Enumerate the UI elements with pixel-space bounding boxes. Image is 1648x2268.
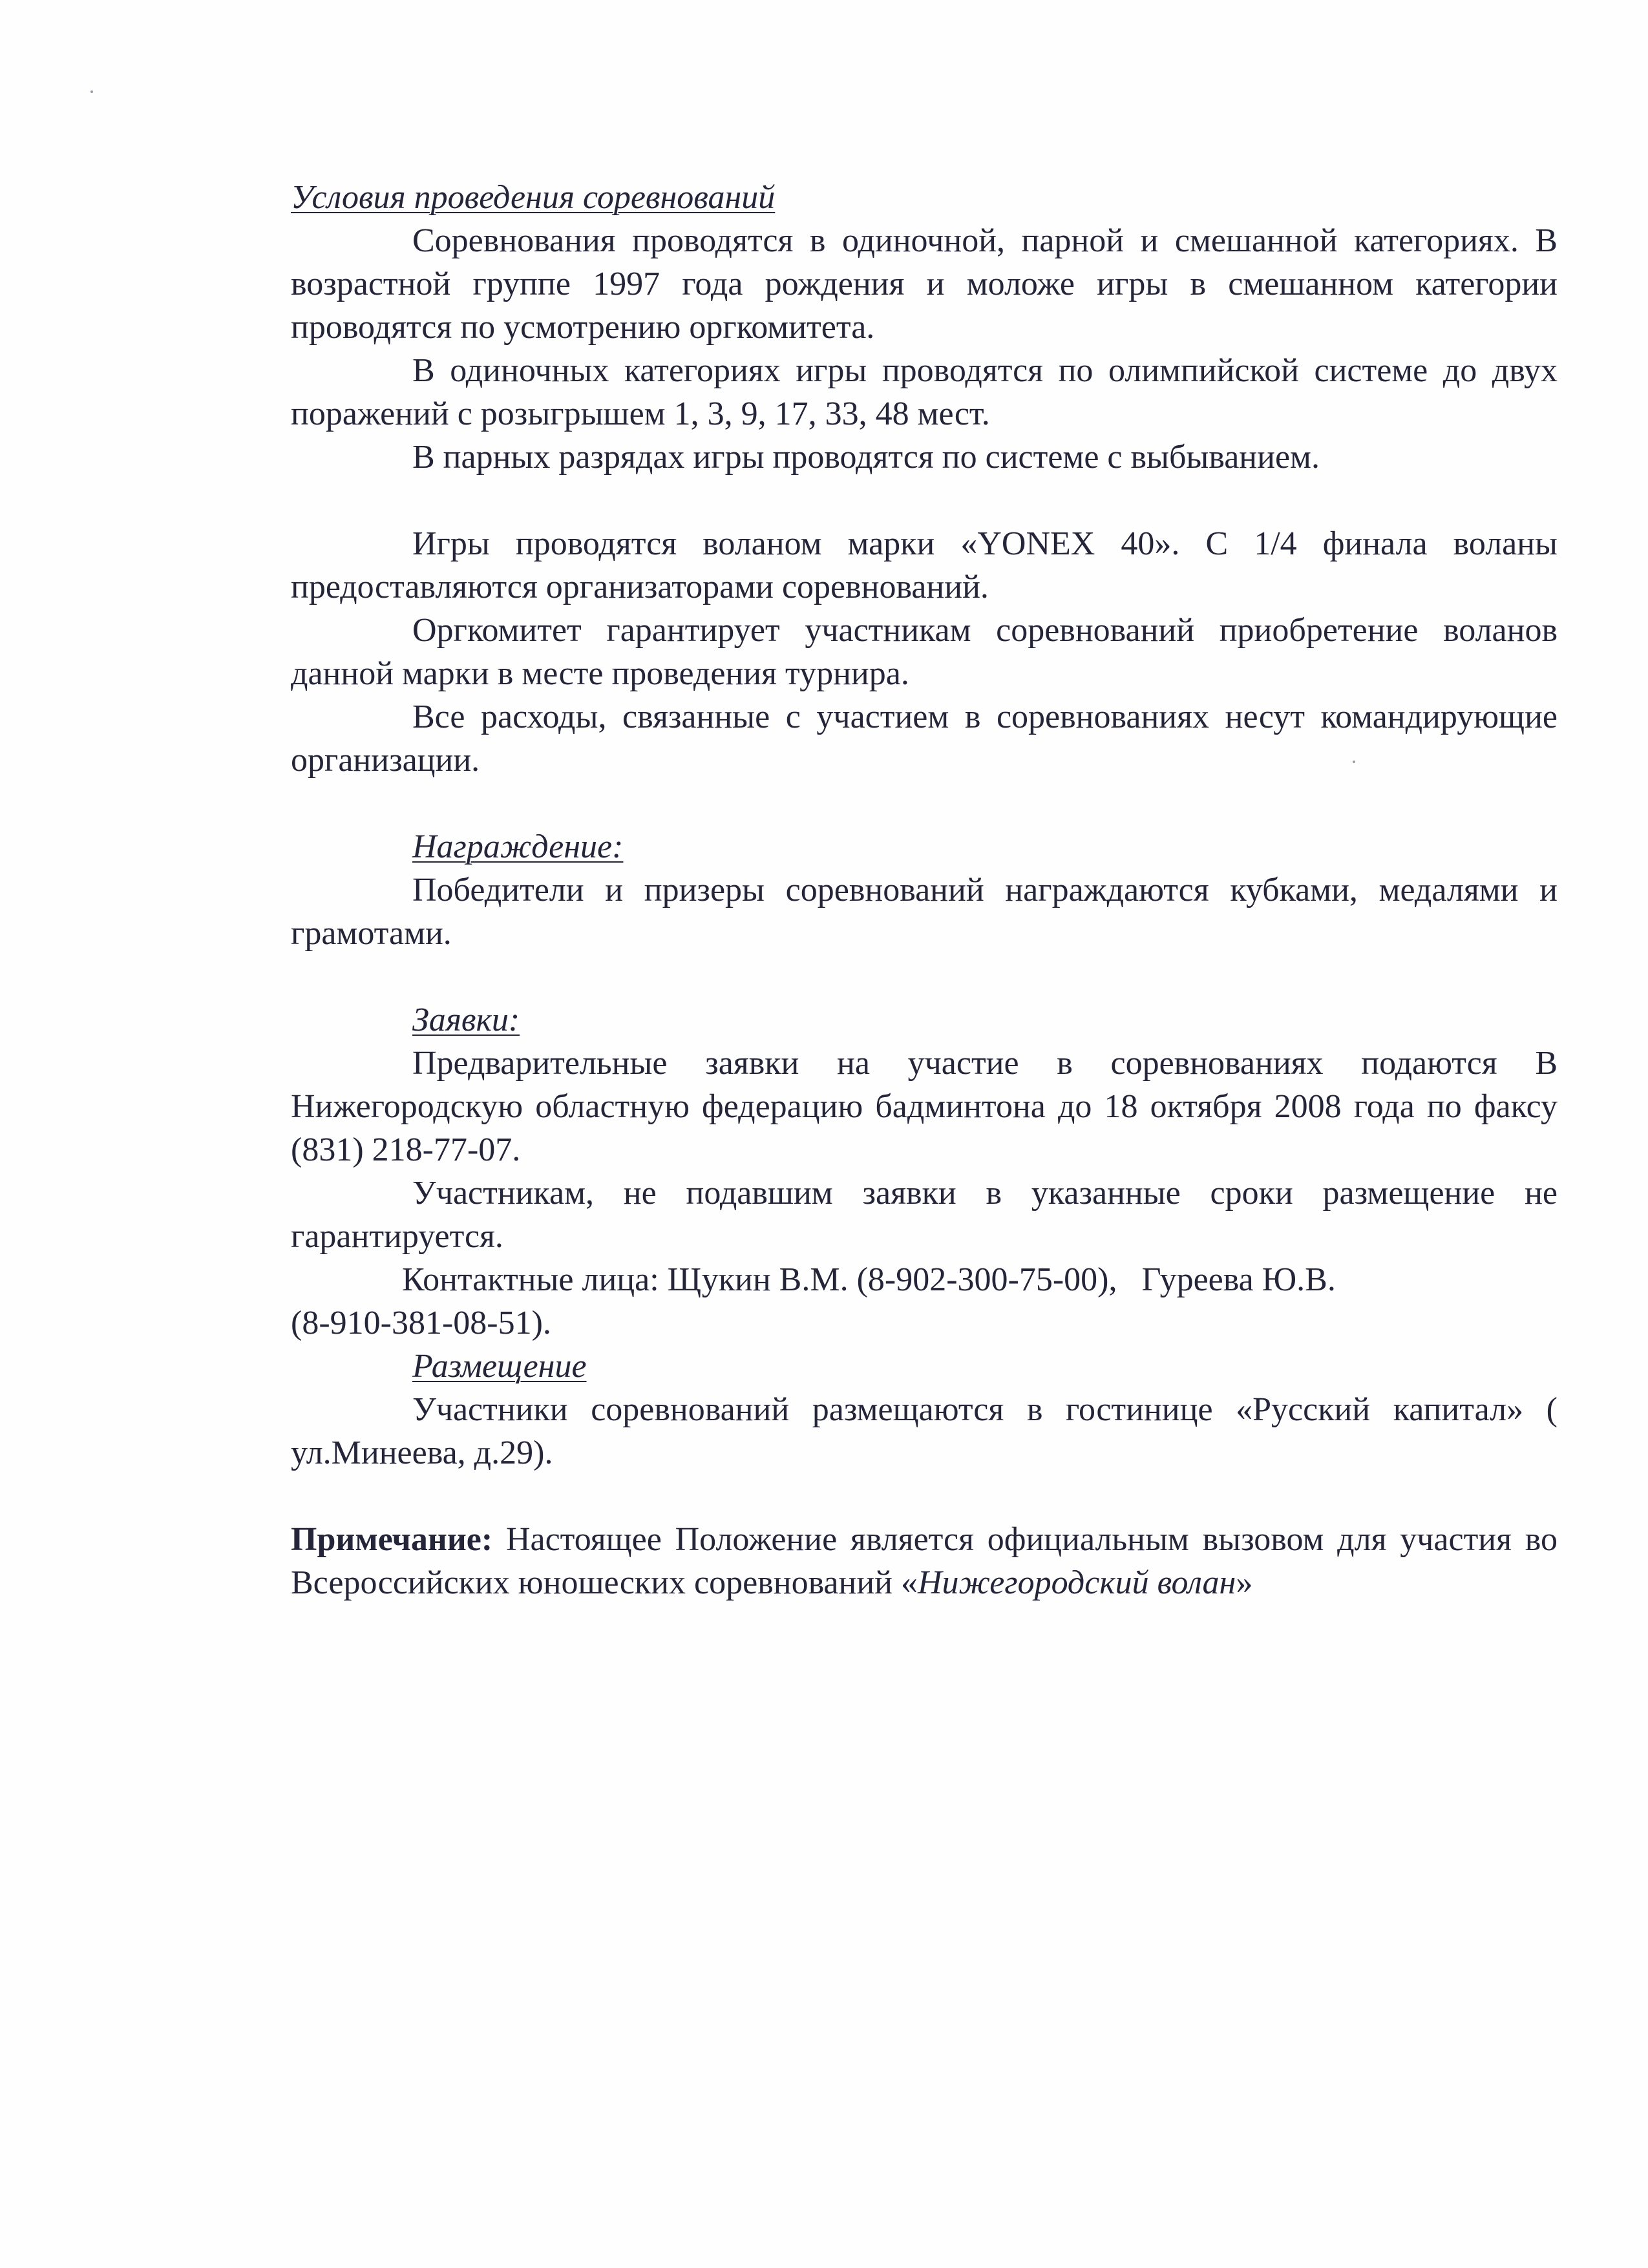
awards-heading-text: Награждение:: [412, 828, 624, 865]
accommodation-heading: [291, 1345, 1558, 1388]
note-event-name: Нижегородский волан: [918, 1564, 1236, 1601]
note-label: Примечание:: [291, 1521, 493, 1558]
note-closing-quote: »: [1236, 1564, 1253, 1601]
blank-line: [291, 1475, 1558, 1518]
contacts-line: [291, 1258, 1558, 1301]
blank-line: [291, 479, 1558, 522]
document-body: [291, 176, 1558, 1604]
applications-heading-text: Заявки:: [412, 1002, 520, 1038]
awards-heading: [291, 825, 1558, 868]
applications-heading: [291, 998, 1558, 1042]
contact-shchukin: Щукин В.М. (8-902-300-75-00),: [667, 1261, 1117, 1298]
awards-paragraph: Победители и призеры соревнований награждаются кубками, медалями и грамотами.: [291, 872, 1558, 952]
applications-paragraph-deadline: Предварительные заявки на участие в соревнованиях подаются В Нижегородскую областную федерацию бадминтона до 18 октября 2008 года по факсу (831) 218-77-07.: [291, 1045, 1558, 1168]
conditions-paragraph-singles: В одиночных категориях игры проводятся по олимпийской системе до двух поражений с розыгрышем 1, 3, 9, 17, 33, 48 мест.: [291, 352, 1558, 432]
contact-gureeva: Гуреева Ю.В.: [1141, 1261, 1336, 1298]
conditions-paragraph-categories: Соревнования проводятся в одиночной, парной и смешанной категориях. В возрастной группе 1997 года рождения и моложе игры в смешанном категории проводятся по усмотрению оргкомитета.: [291, 222, 1558, 346]
applications-paragraph-late: Участникам, не подавшим заявки в указанные сроки размещение не гарантируется.: [291, 1175, 1558, 1255]
blank-line: [291, 782, 1558, 825]
contact-gureeva-phone: (8-910-381-08-51).: [291, 1305, 551, 1341]
contacts-label: Контактные лица:: [402, 1261, 659, 1298]
accommodation-heading-text: Размещение: [412, 1348, 587, 1385]
note-text: Настоящее Положение является официальным вызовом для участия во Всероссийских юношеских соревнований «: [291, 1521, 1558, 1601]
conditions-heading: Условия проведения соревнований: [291, 179, 776, 216]
blank-line: [291, 955, 1558, 998]
conditions-paragraph-shuttlecock: Игры проводятся воланом марки «YONEX 40». С 1/4 финала воланы предоставляются организаторами соревнований.: [291, 525, 1558, 605]
accommodation-paragraph: Участники соревнований размещаются в гостинице «Русский капитал» ( ул.Минеева, д.29).: [291, 1391, 1558, 1471]
conditions-paragraph-guarantee: Оргкомитет гарантирует участникам соревнований приобретение воланов данной марки в месте проведения турнира.: [291, 612, 1558, 692]
scan-speck: [90, 90, 93, 93]
note-paragraph: [291, 1518, 1558, 1604]
conditions-paragraph-doubles: В парных разрядах игры проводятся по системе с выбыванием.: [412, 439, 1320, 476]
conditions-paragraph-expenses: Все расходы, связанные с участием в соревнованиях несут командирующие организации.: [291, 698, 1558, 779]
